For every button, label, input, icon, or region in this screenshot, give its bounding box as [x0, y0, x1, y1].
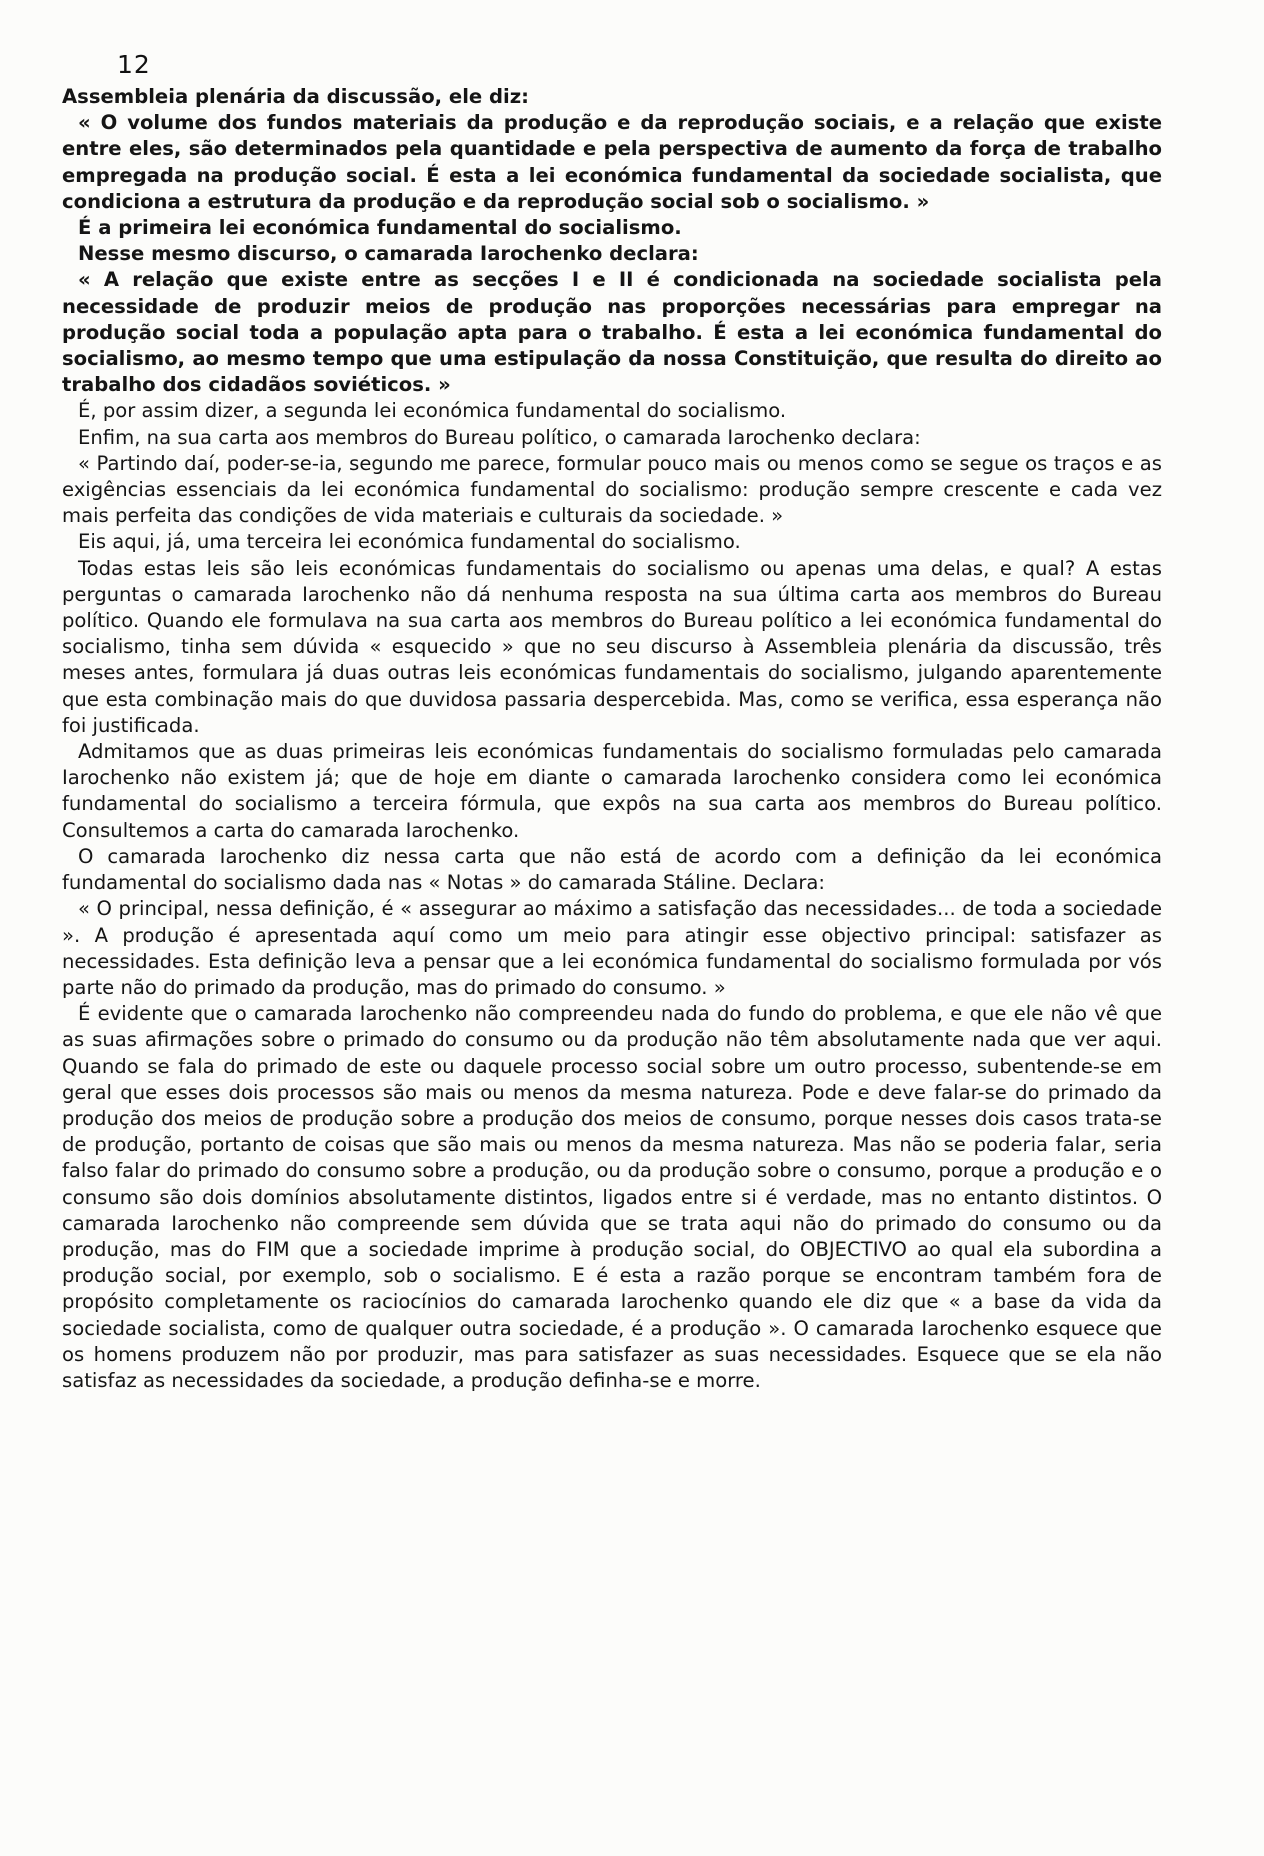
paragraph: O camarada Iarochenko diz nessa carta que não está de acordo com a definição da lei económica fundamental do socialismo dada nas « Notas » do camarada Stáline. Declara: — [62, 844, 1162, 895]
paragraph-intro: Assembleia plenária da discussão, ele diz: — [62, 85, 530, 108]
quote-paragraph: « A relação que existe entre as secções I e II é condicionada na sociedade socialista pela necessidade de produzir meios de produção nas proporções necessárias para empregar na produção social toda a população apta para o trabalho. É esta a lei económica fundamental do socialismo, ao mesmo tempo que uma estipulação da nossa Constituição, que resulta do direito ao trabalho dos cidadãos soviéticos. » — [62, 268, 1162, 397]
page-number: 12 — [117, 50, 151, 79]
paragraph: É evidente que o camarada Iarochenko não compreendeu nada do fundo do problema, e que ele não vê que as suas afirmações sobre o primado do consumo ou da produção não têm absolutamente nada que ver aqui. Quando se fala do primado de este ou daquele processo social sobre um outro processo, subentende-se em geral que esses dois processos são mais ou menos da mesma natureza. Pode e deve falar-se do primado da produção dos meios de produção sobre a produção dos meios de consumo, porque nesses dois casos trata-se de produção, portanto de coisas que são mais ou menos da mesma natureza. Mas não se poderia falar, seria falso falar do primado do consumo sobre a produção, ou da produção sobre o consumo, porque a produção e o consumo são dois domínios absolutamente distintos, ligados entre si é verdade, mas no entanto distintos. O camarada Iarochenko não compreende sem dúvida que se trata aqui não do primado do consumo ou da produção, mas do FIM que a sociedade imprime à produção social, do OBJECTIVO ao qual ela subordina a produção social, por exemplo, sob o socialismo. E é esta a razão porque se encontram também fora de propósito completamente os raciocínios do camarada Iarochenko quando ele diz que « a base da vida da sociedade socialista, como de qualquer outra sociedade, é a produção ». O camarada Iarochenko esquece que os homens produzem não por produzir, mas para satisfazer as suas necessidades. Esquece que se ela não satisfaz as necessidades da sociedade, a produção definha-se e morre. — [62, 1002, 1162, 1392]
paragraph: Enfim, na sua carta aos membros do Bureau político, o camarada Iarochenko declara: — [78, 425, 921, 449]
paragraph: É, por assim dizer, a segunda lei económica fundamental do socialismo. — [78, 399, 787, 423]
quote-paragraph: « Partindo daí, poder-se-ia, segundo me parece, formular pouco mais ou menos como se segue os traços e as exigências essenciais da lei económica fundamental do socialismo: produção sempre crescente e cada vez mais perfeita das condições de vida materiais e culturais da sociedade. » — [62, 451, 1162, 528]
paragraph: Eis aqui, já, uma terceira lei económica fundamental do socialismo. — [78, 530, 741, 554]
body-text — [62, 84, 1162, 1394]
quote-paragraph: « O principal, nessa definição, é « assegurar ao máximo a satisfação das necessidades... de toda a sociedade ». A produção é apresentada aquí como um meio para atingir esse objectivo principal: satisfazer as necessidades. Esta definição leva a pensar que a lei económica fundamental do socialismo formulada por vós parte não do primado da produção, mas do primado do consumo. » — [62, 897, 1162, 999]
quote-paragraph: « O volume dos fundos materiais da produção e da reprodução sociais, e a relação que existe entre eles, são determinados pela quantidade e pela perspectiva de aumento da força de trabalho empregada na produção social. É esta a lei económica fundamental da sociedade socialista, que condiciona a estrutura da produção e da reprodução social sob o socialismo. » — [62, 111, 1162, 213]
paragraph: Todas estas leis são leis económicas fundamentais do socialismo ou apenas uma delas, e qual? A estas perguntas o camarada Iarochenko não dá nenhuma resposta na sua última carta aos membros do Bureau político. Quando ele formulava na sua carta aos membros do Bureau político a lei económica fundamental do socialismo, tinha sem dúvida « esquecido » que no seu discurso à Assembleia plenária da discussão, três meses antes, formulara já duas outras leis económicas fundamentais do socialismo, julgando aparentemente que esta combinação mais do que duvidosa passaria despercebida. Mas, como se verifica, essa esperança não foi justificada. — [62, 556, 1162, 737]
paragraph: Nesse mesmo discurso, o camarada Iarochenko declara: — [78, 242, 699, 266]
paragraph: É a primeira lei económica fundamental do socialismo. — [78, 216, 682, 240]
paragraph: Admitamos que as duas primeiras leis económicas fundamentais do socialismo formuladas pelo camarada Iarochenko não existem já; que de hoje em diante o camarada Iarochenko considera como lei económica fundamental do socialismo a terceira fórmula, que expôs na sua carta aos membros do Bureau político. Consultemos a carta do camarada Iarochenko. — [62, 740, 1162, 842]
